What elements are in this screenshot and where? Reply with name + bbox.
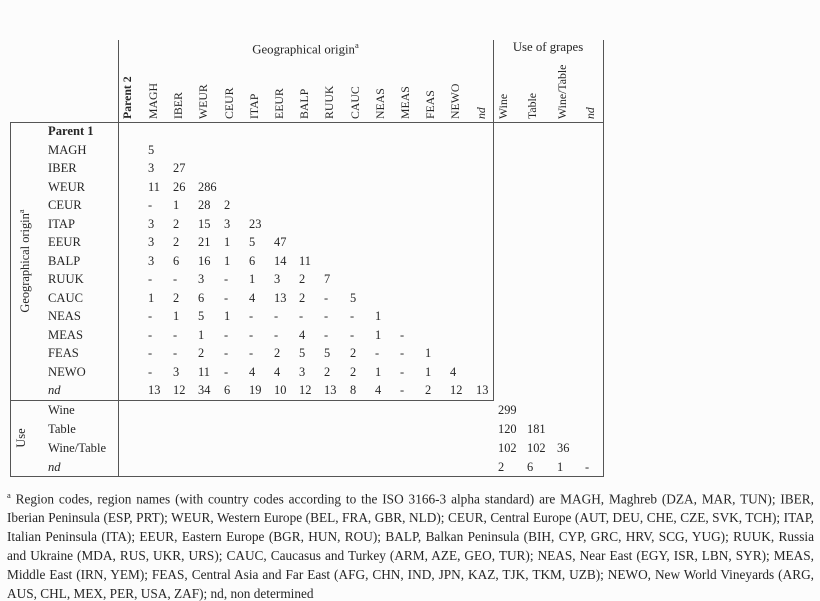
table-cell: 6 bbox=[527, 459, 534, 474]
table-cell: 6 bbox=[173, 253, 180, 268]
table-cell: - bbox=[585, 459, 590, 474]
table-cell: 13 bbox=[476, 383, 489, 398]
table-cell: 4 bbox=[274, 364, 281, 379]
table-cell: - bbox=[224, 272, 229, 287]
table-cell: 1 bbox=[224, 309, 231, 324]
table-cell: 181 bbox=[527, 421, 546, 436]
table-cell: 286 bbox=[198, 179, 217, 194]
table-cell: 5 bbox=[350, 290, 357, 305]
table-cell: 3 bbox=[299, 364, 306, 379]
table-cell: 102 bbox=[527, 440, 546, 455]
table-cell: 1 bbox=[224, 253, 231, 268]
table-cell: 1 bbox=[375, 309, 382, 324]
table-cell: 2 bbox=[350, 364, 357, 379]
row-label: Wine/Table bbox=[48, 440, 107, 455]
geo-origin-row-group-text: Geographical origin bbox=[18, 213, 33, 313]
table-cell: 3 bbox=[148, 216, 155, 231]
table-cell: 2 bbox=[350, 346, 357, 361]
table-cell: 4 bbox=[375, 383, 382, 398]
table-cell: 36 bbox=[557, 440, 570, 455]
use-of-grapes-column-group-title: Use of grapes bbox=[512, 40, 584, 54]
table-cell: 3 bbox=[173, 364, 180, 379]
table-cell: - bbox=[148, 198, 153, 213]
table-cell: 26 bbox=[173, 179, 186, 194]
row-label: MAGH bbox=[48, 142, 87, 157]
table-cell: 6 bbox=[249, 253, 256, 268]
column-header: EEUR bbox=[272, 88, 286, 119]
table-cell: 3 bbox=[148, 161, 155, 176]
column-header: IBER bbox=[171, 92, 185, 119]
table-cell: 2 bbox=[173, 216, 180, 231]
table-row bbox=[0, 159, 820, 178]
table-cell: - bbox=[173, 272, 178, 287]
use-row-group-label: Use bbox=[14, 428, 28, 448]
table-cell: - bbox=[400, 346, 405, 361]
table-cell: 2 bbox=[299, 272, 306, 287]
table-cell: 13 bbox=[274, 290, 287, 305]
table-cell: - bbox=[148, 364, 153, 379]
table-cell: 299 bbox=[498, 402, 517, 417]
row-label: CEUR bbox=[48, 198, 82, 213]
table-cell: 27 bbox=[173, 161, 186, 176]
table-row bbox=[0, 344, 820, 363]
table-cell: 1 bbox=[375, 327, 382, 342]
table-cell: 3 bbox=[224, 216, 231, 231]
table-border-horizontal-under-headers bbox=[10, 122, 604, 123]
table-cell: 4 bbox=[450, 364, 457, 379]
table-cell: 4 bbox=[249, 290, 256, 305]
table-cell: - bbox=[324, 290, 329, 305]
table-cell: - bbox=[274, 309, 279, 324]
table-cell: 19 bbox=[249, 383, 262, 398]
row-label: WEUR bbox=[48, 179, 86, 194]
column-header: Table bbox=[525, 92, 539, 119]
row-label: nd bbox=[48, 459, 61, 474]
column-header: WEUR bbox=[196, 84, 210, 119]
table-row bbox=[0, 326, 820, 345]
table-cell: 11 bbox=[299, 253, 311, 268]
table-cell: 2 bbox=[173, 290, 180, 305]
table-cell: 1 bbox=[173, 198, 180, 213]
table-cell: 34 bbox=[198, 383, 211, 398]
table-row bbox=[0, 252, 820, 271]
table-cell: - bbox=[148, 327, 153, 342]
table-row bbox=[0, 141, 820, 160]
table-cell: 1 bbox=[224, 235, 231, 250]
table-cell: 1 bbox=[557, 459, 564, 474]
table-cell: 1 bbox=[425, 346, 432, 361]
table-cell: - bbox=[274, 327, 279, 342]
footnote-marker: a bbox=[354, 40, 359, 50]
table-cell: 47 bbox=[274, 235, 287, 250]
table-cell: - bbox=[224, 327, 229, 342]
table-cell: - bbox=[224, 346, 229, 361]
table-cell: 1 bbox=[425, 364, 432, 379]
column-header: NEAS bbox=[373, 88, 387, 119]
table-cell: - bbox=[400, 364, 405, 379]
column-header: CAUC bbox=[348, 86, 362, 119]
row-label: Table bbox=[48, 421, 76, 436]
table-cell: 21 bbox=[198, 235, 211, 250]
table-cell: 8 bbox=[350, 383, 357, 398]
table-cell: - bbox=[375, 346, 380, 361]
table-cell: - bbox=[224, 364, 229, 379]
table-cell: 11 bbox=[148, 179, 160, 194]
row-label: NEWO bbox=[48, 364, 86, 379]
table-cell: 5 bbox=[249, 235, 256, 250]
table-cell: 1 bbox=[198, 327, 205, 342]
table-cell: 2 bbox=[224, 198, 231, 213]
table-cell: - bbox=[400, 383, 405, 398]
geo-origin-title-text: Geographical origin bbox=[252, 42, 355, 57]
table-cell: 3 bbox=[148, 253, 155, 268]
row-label: NEAS bbox=[48, 309, 81, 324]
table-cell: 4 bbox=[299, 327, 306, 342]
table-cell: 1 bbox=[148, 290, 155, 305]
column-header: FEAS bbox=[423, 90, 437, 119]
column-header: MAGH bbox=[146, 82, 160, 119]
table-border-horizontal-bottom bbox=[10, 476, 604, 477]
table-cell: 6 bbox=[198, 290, 205, 305]
table-cell: 1 bbox=[375, 364, 382, 379]
table-cell: - bbox=[324, 309, 329, 324]
table-cell: - bbox=[224, 290, 229, 305]
table-cell: - bbox=[148, 272, 153, 287]
table-cell: 12 bbox=[299, 383, 312, 398]
row-label: Parent 1 bbox=[48, 124, 94, 138]
table-cell: 2 bbox=[198, 346, 205, 361]
table-row bbox=[0, 122, 820, 141]
table-cell: - bbox=[350, 327, 355, 342]
table-cell: - bbox=[173, 346, 178, 361]
table-cell: 2 bbox=[324, 364, 331, 379]
table-cell: 2 bbox=[498, 459, 505, 474]
table-cell: 5 bbox=[198, 309, 205, 324]
table-cell: 12 bbox=[173, 383, 186, 398]
footnote-marker: a bbox=[16, 209, 26, 214]
column-header: CEUR bbox=[222, 87, 236, 119]
table-cell: - bbox=[249, 346, 254, 361]
table-cell: 7 bbox=[324, 272, 331, 287]
table-cell: 6 bbox=[224, 383, 231, 398]
table-border-horizontal-geo-use-divider bbox=[10, 400, 494, 401]
table-row bbox=[0, 233, 820, 252]
column-header: nd bbox=[583, 107, 597, 119]
table-cell: 10 bbox=[274, 383, 287, 398]
table-cell: 1 bbox=[249, 272, 256, 287]
table-border-vertical-geo-use-divider bbox=[493, 40, 494, 400]
table-border-vertical-right bbox=[603, 40, 604, 477]
row-label: nd bbox=[48, 383, 61, 398]
column-header: MEAS bbox=[398, 86, 412, 119]
column-header: Wine/Table bbox=[555, 64, 569, 119]
row-label: EEUR bbox=[48, 235, 81, 250]
column-header-parent2: Parent 2 bbox=[120, 76, 134, 119]
table-cell: 11 bbox=[198, 364, 210, 379]
table-row bbox=[0, 439, 820, 458]
row-label: RUUK bbox=[48, 272, 84, 287]
table-cell: - bbox=[299, 309, 304, 324]
table-cell: 15 bbox=[198, 216, 211, 231]
table-cell: 102 bbox=[498, 440, 517, 455]
footnote-marker: a bbox=[7, 490, 11, 500]
table-cell: 13 bbox=[148, 383, 161, 398]
column-header: Wine bbox=[496, 93, 510, 119]
row-label: MEAS bbox=[48, 327, 83, 342]
table-cell: - bbox=[400, 327, 405, 342]
table-cell: - bbox=[324, 327, 329, 342]
table-cell: 16 bbox=[198, 253, 211, 268]
table-cell: 13 bbox=[324, 383, 337, 398]
row-label: BALP bbox=[48, 253, 81, 268]
table-row bbox=[0, 289, 820, 308]
table-cell: - bbox=[148, 309, 153, 324]
row-label: FEAS bbox=[48, 346, 79, 361]
row-label: IBER bbox=[48, 161, 77, 176]
column-header: ITAP bbox=[247, 93, 261, 119]
table-cell: 4 bbox=[249, 364, 256, 379]
table-cell: 5 bbox=[324, 346, 331, 361]
table-cell: 2 bbox=[274, 346, 281, 361]
table-row bbox=[0, 196, 820, 215]
table-cell: - bbox=[350, 309, 355, 324]
footnote-text: Region codes, region names (with country codes according to the ISO 3166-3 alpha standard) are MAGH, Maghreb (DZA, MAR, TUN); IBER, Iberian Peninsula (ESP, PRT); WEUR, Western Europe (BEL, FRA, GBR, NLD); CEUR, Central Europe (AUT, DEU, CHE, CZE, SVK, TCH); ITAP, Italian Peninsula (ITA); EEUR, Eastern Europe (BGR, HUN, ROU); BALP, Balkan Peninsula (BIH, CYP, GRC, HRV, SCG, YUG); RUUK, Russia and Ukraine (MDA, RUS, UKR, URS); CAUC, Caucasus and Turkey (ARM, AZE, GEO, TUR); NEAS, Near East (EGY, ISR, LBN, SYR); MEAS, Middle East (IRN, YEM); FEAS, Central Asia and Far East (AFG, CHN, IND, JPN, KAZ, TJK, TKM, UZB); NEWO, New World Vineyards (ARG, AUS, CHL, MEX, PER, USA, ZAF); nd, non determined bbox=[7, 491, 814, 601]
table-cell: - bbox=[173, 327, 178, 342]
table-cell: 3 bbox=[274, 272, 281, 287]
table-row bbox=[0, 458, 820, 477]
table-cell: 5 bbox=[148, 142, 155, 157]
table-row bbox=[0, 307, 820, 326]
table-cell: 12 bbox=[450, 383, 463, 398]
column-header: BALP bbox=[297, 88, 311, 119]
table-cell: 14 bbox=[274, 253, 287, 268]
table-cell: - bbox=[249, 309, 254, 324]
table-cell: 2 bbox=[425, 383, 432, 398]
table-row bbox=[0, 381, 820, 400]
table-cell: 3 bbox=[148, 235, 155, 250]
table-cell: 28 bbox=[198, 198, 211, 213]
table-row bbox=[0, 420, 820, 439]
table-cell: 23 bbox=[249, 216, 262, 231]
table-cell: 2 bbox=[173, 235, 180, 250]
row-label: Wine bbox=[48, 402, 75, 417]
column-header: nd bbox=[474, 107, 488, 119]
table-cell: - bbox=[249, 327, 254, 342]
table-border-vertical-left-of-data bbox=[118, 40, 119, 477]
column-header: NEWO bbox=[448, 83, 462, 119]
table-row bbox=[0, 363, 820, 382]
row-label: CAUC bbox=[48, 290, 83, 305]
table-row bbox=[0, 401, 820, 420]
table-cell: 5 bbox=[299, 346, 306, 361]
table-row bbox=[0, 215, 820, 234]
table-cell: - bbox=[148, 346, 153, 361]
table-cell: 1 bbox=[173, 309, 180, 324]
table-row bbox=[0, 178, 820, 197]
table-border-vertical-far-left bbox=[10, 122, 11, 477]
footnote bbox=[7, 486, 814, 601]
column-header: RUUK bbox=[322, 85, 336, 119]
table-row bbox=[0, 270, 820, 289]
table-cell: 2 bbox=[299, 290, 306, 305]
table-cell: 120 bbox=[498, 421, 517, 436]
table-cell: 3 bbox=[198, 272, 205, 287]
row-label: ITAP bbox=[48, 216, 75, 231]
